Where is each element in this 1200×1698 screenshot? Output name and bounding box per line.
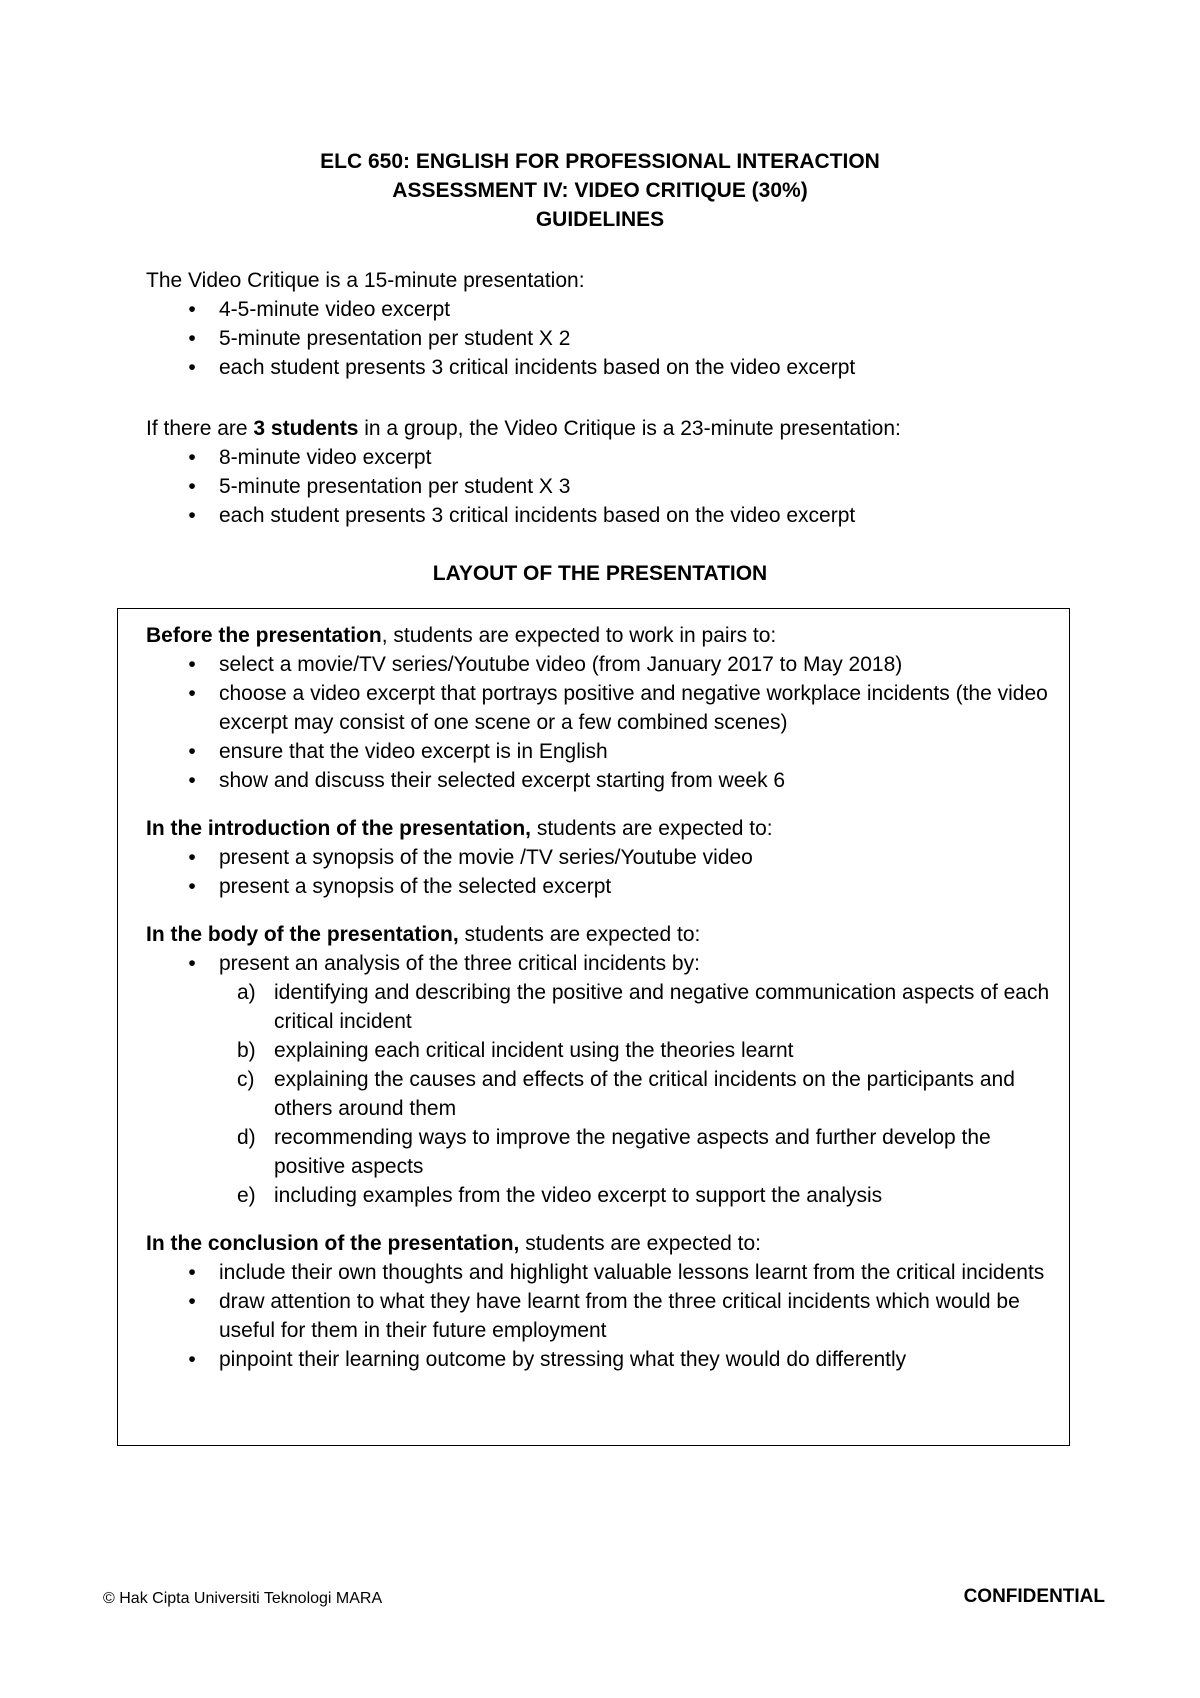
guidelines-title: GUIDELINES [535,208,665,231]
section-heading: In the body of the presentation, students are expected to: [146,923,701,946]
bullet-icon: • [188,446,196,469]
bullet-icon: • [188,327,196,350]
list-item: • each student presents 3 critical incidents based on the video excerpt [146,501,1076,530]
confidential-label: CONFIDENTIAL [963,1586,1105,1607]
course-title: ELC 650: ENGLISH FOR PROFESSIONAL INTERACTION [320,150,880,173]
intro-lead: The Video Critique is a 15-minute presentation: [146,269,585,292]
list-item: • draw attention to what they have learnt from the three critical incidents which would be useful for them in their future employment [146,1287,1061,1345]
bullet-icon: • [188,356,196,379]
section-heading: In the introduction of the presentation, students are expected to: [146,817,773,840]
layout-box-content [146,621,1061,1374]
bullet-icon: • [188,682,196,705]
list-item: • present a synopsis of the selected excerpt [146,872,1061,901]
group-lead: If there are 3 students in a group, the Video Critique is a 23-minute presentation: [146,417,901,440]
list-item: • 4-5-minute video excerpt [146,295,1076,324]
bullet-icon: • [188,653,196,676]
body-section [146,920,1061,1210]
list-item: • select a movie/TV series/Youtube video (from January 2017 to May 2018) [146,650,1061,679]
bullet-icon: • [188,1261,196,1284]
bullet-icon: • [188,1348,196,1371]
list-item: • ensure that the video excerpt is in English [146,737,1061,766]
group-bullet-list [146,443,1076,530]
bullet-icon: • [188,298,196,321]
list-item: • show and discuss their selected excerpt starting from week 6 [146,766,1061,795]
list-item: • 8-minute video excerpt [146,443,1076,472]
list-item: • include their own thoughts and highlight valuable lessons learnt from the critical incidents [146,1258,1061,1287]
body-sub-list [146,978,1061,1210]
assessment-title: ASSESSMENT IV: VIDEO CRITIQUE (30%) [392,179,808,202]
bullet-icon: • [188,846,196,869]
before-bullet-list [146,650,1061,795]
list-item: • 5-minute presentation per student X 3 [146,472,1076,501]
intro-bullet-list [146,295,1076,382]
document-title-block [0,147,1200,234]
introduction-section [146,814,1061,901]
layout-heading: LAYOUT OF THE PRESENTATION [432,562,768,585]
bullet-icon: • [188,504,196,527]
intro-section [146,266,1076,382]
bullet-icon: • [188,769,196,792]
bullet-icon: • [188,475,196,498]
conclusion-section [146,1229,1061,1374]
bullet-icon: • [188,875,196,898]
copyright-footer: © Hak Cipta Universiti Teknologi MARA [103,1590,383,1607]
body-bullet-list [146,949,1061,978]
list-item: • choose a video excerpt that portrays positive and negative workplace incidents (the video excerpt may consist of one scene or a few combined scenes) [146,679,1061,737]
list-item: • present an analysis of the three critical incidents by: [146,949,1061,978]
layout-box [117,608,1070,1446]
list-item: • present a synopsis of the movie /TV series/Youtube video [146,843,1061,872]
list-item: • pinpoint their learning outcome by stressing what they would do differently [146,1345,1061,1374]
bullet-icon: • [188,952,196,975]
bullet-icon: • [188,740,196,763]
section-heading: Before the presentation, students are expected to work in pairs to: [146,624,777,647]
list-item: c) explaining the causes and effects of the critical incidents on the participants and others around them [237,1068,1015,1120]
section-heading: In the conclusion of the presentation, students are expected to: [146,1232,762,1255]
introduction-bullet-list [146,843,1061,901]
bullet-icon: • [188,1290,196,1313]
before-presentation-section [146,621,1061,795]
conclusion-bullet-list [146,1258,1061,1374]
list-item: b) explaining each critical incident using the theories learnt [237,1039,794,1062]
list-item: a) identifying and describing the positive and negative communication aspects of each critical incident [237,981,1050,1033]
list-item: d) recommending ways to improve the negative aspects and further develop the positive aspects [237,1126,991,1178]
list-item: • each student presents 3 critical incidents based on the video excerpt [146,353,1076,382]
list-item: • 5-minute presentation per student X 2 [146,324,1076,353]
list-item: e) including examples from the video excerpt to support the analysis [237,1184,883,1207]
group-of-three-section [146,414,1076,530]
